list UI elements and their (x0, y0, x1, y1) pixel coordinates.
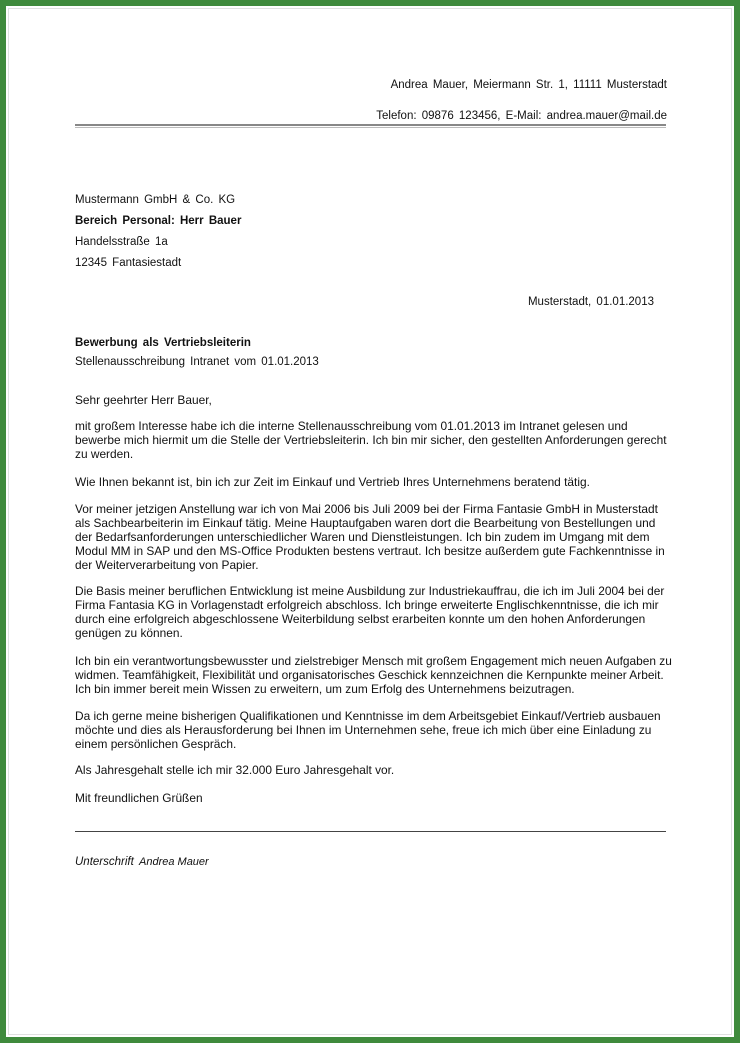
recipient-city: 12345 Fantasiestadt (75, 257, 182, 269)
signature-name: Andrea Mauer (139, 856, 209, 868)
signature-label: Unterschrift (75, 856, 134, 868)
body-paragraph: Ich bin ein verantwortungsbewusster und zielstrebiger Mensch mit großem Engagement mich neuen Aufgaben zu widmen. Teamfähigkeit, Flexibilität und organisatorisches Geschick kennzeichnen die Kernpunkte meiner Arbeit. Ich bin immer bereit mein Wissen zu erweitern, um zum Erfolg des Unternehmens beizutragen. (75, 654, 672, 696)
sender-address: Andrea Mauer, Meiermann Str. 1, 11111 Musterstadt (390, 79, 667, 91)
salutation: Sehr geehrter Herr Bauer, (75, 393, 212, 407)
subject-line: Bewerbung als Vertriebsleiterin (75, 337, 251, 349)
body-paragraph: Die Basis meiner beruflichen Entwicklung ist meine Ausbildung zur Industriekauffrau, die ich im Juli 2004 bei der Firma Fantasia KG in Vorlagenstadt erfolgreich abschloss. Ich bringe erweiterte Englischkenntnisse, die ich mir durch eine erfolgreich abgeschlossene Weiterbildung selbst erarbeiten konnte um den hohen Anforderungen genügen zu können. (75, 584, 665, 640)
closing: Mit freundlichen Grüßen (75, 791, 203, 805)
recipient-department: Bereich Personal: Herr Bauer (75, 215, 242, 227)
signature-block (75, 856, 209, 868)
body-paragraph: Wie Ihnen bekannt ist, bin ich zur Zeit im Einkauf und Vertrieb Ihres Unternehmens beratend tätig. (75, 475, 590, 489)
recipient-street: Handelsstraße 1a (75, 236, 168, 248)
body-paragraph: Da ich gerne meine bisherigen Qualifikationen und Kenntnisse im dem Arbeitsgebiet Einkauf/Vertrieb ausbauen möchte und dies als Herausforderung bei Ihnen im Unternehmen sehe, freue ich mich über eine Einladung zu einem persönlichen Gespräch. (75, 709, 661, 751)
body-paragraph: mit großem Interesse habe ich die interne Stellenausschreibung vom 01.01.2013 im Intranet gelesen und bewerbe mich hiermit um die Stelle der Vertriebsleiterin. Ich bin mir sicher, den gestellten Anforderungen gerecht zu werden. (75, 419, 667, 461)
sender-contact: Telefon: 09876 123456, E-Mail: andrea.mauer@mail.de (376, 110, 667, 122)
body-paragraph: Vor meiner jetzigen Anstellung war ich von Mai 2006 bis Juli 2009 bei der Firma Fantasie GmbH in Musterstadt als Sachbearbeiterin im Einkauf tätig. Meine Hauptaufgaben waren dort die Bearbeitung von Bestellungen und der Bedarfsanforderungen unterschiedlicher Waren und Dienstleistungen. Ich bin zudem im Umgang mit dem Modul MM in SAP und den MS-Office Produkten bestens vertraut. Ich besitze außerdem gute Fachkenntnisse in der Weiterverarbeitung von Papier. (75, 502, 665, 572)
body-paragraph: Als Jahresgehalt stelle ich mir 32.000 Euro Jahresgehalt vor. (75, 763, 395, 777)
recipient-company: Mustermann GmbH & Co. KG (75, 194, 236, 206)
signature-line (75, 831, 666, 832)
date-line: Musterstadt, 01.01.2013 (527, 296, 654, 308)
reference-line: Stellenausschreibung Intranet vom 01.01.2013 (75, 356, 319, 368)
header-divider (75, 124, 666, 128)
